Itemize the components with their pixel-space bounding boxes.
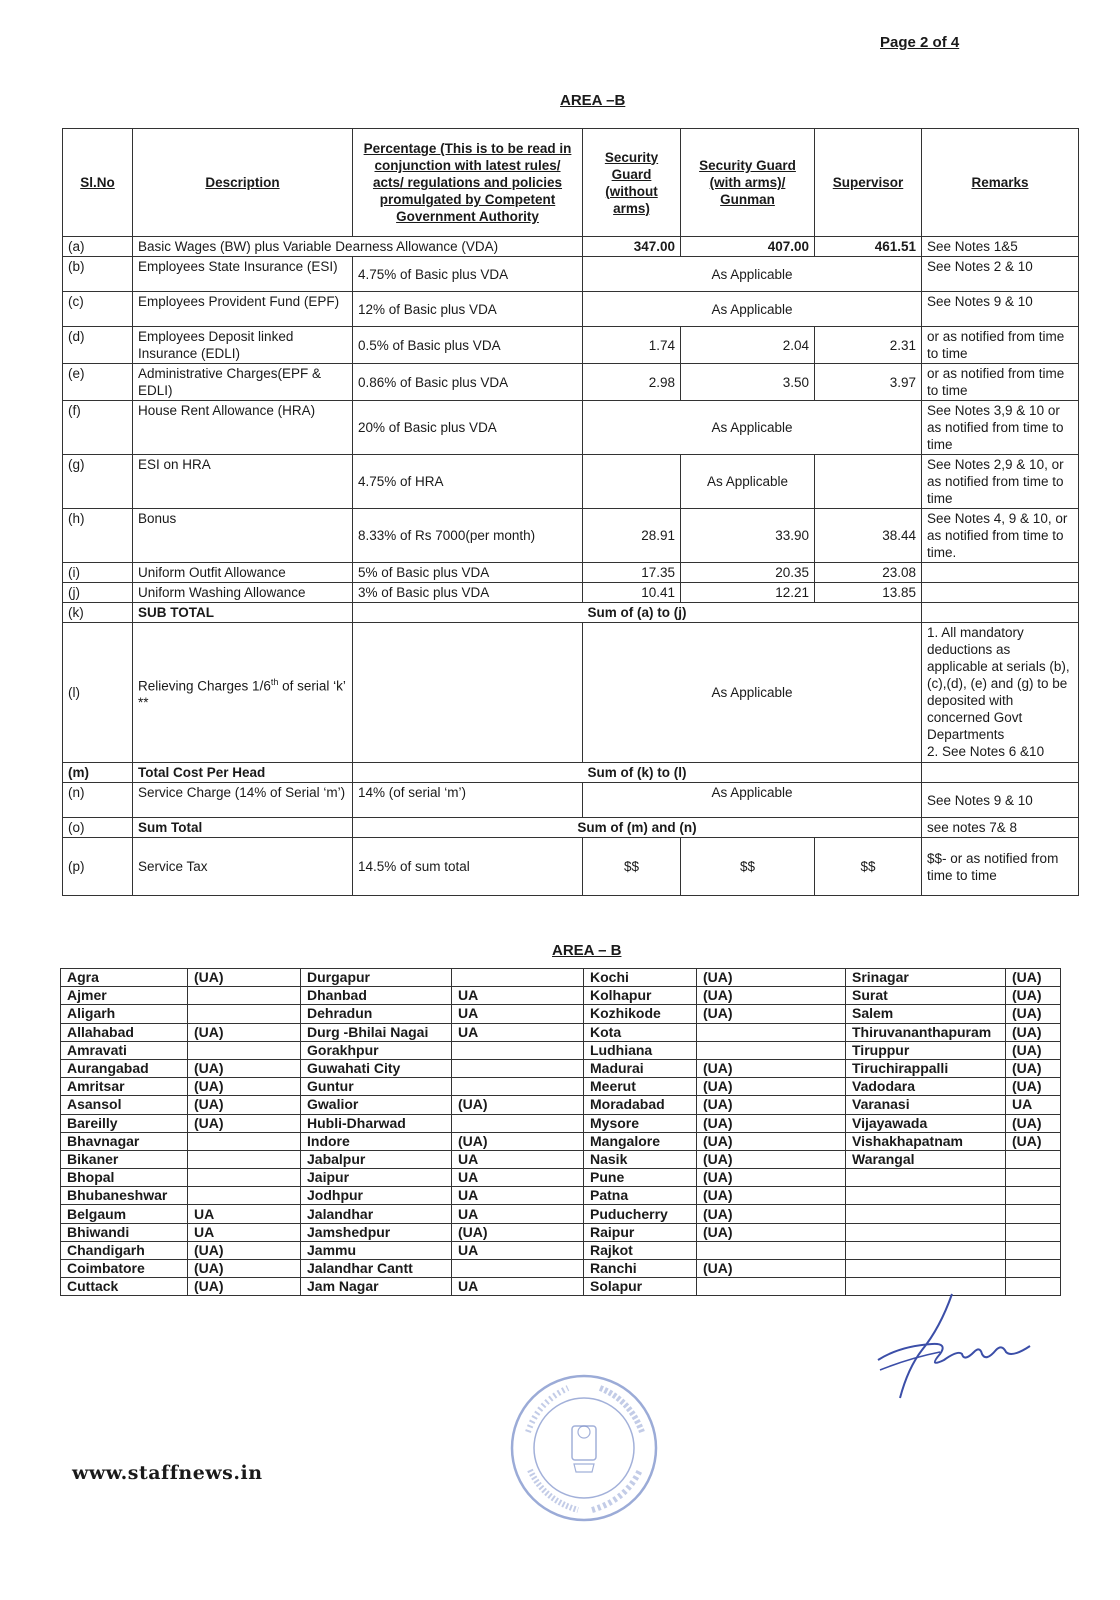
city-name-cell xyxy=(846,1260,1006,1278)
city-name-cell: Ludhiana xyxy=(584,1041,697,1059)
table-row xyxy=(61,1078,1061,1096)
row-desc: Basic Wages (BW) plus Variable Dearness Allowance (VDA) xyxy=(133,237,583,257)
row-sl: (o) xyxy=(63,818,133,838)
row-remarks: See Notes 2,9 & 10, or as notified from time to time xyxy=(922,455,1079,509)
row-remarks: $$- or as notified from time to time xyxy=(922,838,1079,896)
city-name-cell: Solapur xyxy=(584,1278,697,1296)
city-name-cell: Bhubaneshwar xyxy=(61,1187,188,1205)
website-url: www.staffnews.in xyxy=(72,1462,263,1484)
table-row xyxy=(63,401,1079,455)
ua-status-cell: UA xyxy=(1006,1096,1061,1114)
row-remarks: or as notified from time to time xyxy=(922,327,1079,364)
ua-status-cell: (UA) xyxy=(697,1169,846,1187)
ua-status-cell xyxy=(1006,1260,1061,1278)
table-row xyxy=(61,1059,1061,1077)
row-value: 1.74 xyxy=(583,327,681,364)
city-name-cell: Surat xyxy=(846,987,1006,1005)
ua-status-cell: (UA) xyxy=(188,1078,301,1096)
ua-status-cell: UA xyxy=(452,1169,584,1187)
row-value: 20.35 xyxy=(681,563,815,583)
row-percentage: 14% (of serial ‘m’) xyxy=(353,783,583,818)
row-remarks: See Notes 1&5 xyxy=(922,237,1079,257)
city-name-cell: Jammu xyxy=(301,1241,452,1259)
area-title-1: AREA –B xyxy=(560,92,626,109)
header-slno: Sl.No xyxy=(63,129,133,237)
row-span-value: As Applicable xyxy=(583,257,922,292)
city-name-cell: Vadodara xyxy=(846,1078,1006,1096)
table-row xyxy=(63,327,1079,364)
city-name-cell: Chandigarh xyxy=(61,1241,188,1259)
row-desc: House Rent Allowance (HRA) xyxy=(133,401,353,455)
city-name-cell: Bikaner xyxy=(61,1150,188,1168)
city-name-cell: Kozhikode xyxy=(584,1005,697,1023)
table-row xyxy=(61,1132,1061,1150)
table-row xyxy=(61,1187,1061,1205)
city-name-cell: Kota xyxy=(584,1023,697,1041)
city-name-cell: Kochi xyxy=(584,969,697,987)
ua-status-cell: (UA) xyxy=(452,1096,584,1114)
city-name-cell: Belgaum xyxy=(61,1205,188,1223)
ua-status-cell xyxy=(452,1114,584,1132)
city-name-cell: Madurai xyxy=(584,1059,697,1077)
row-desc: Service Tax xyxy=(133,838,353,896)
city-name-cell: Bareilly xyxy=(61,1114,188,1132)
header-guard-arms: Security Guard (with arms)/ Gunman xyxy=(681,129,815,237)
table-row xyxy=(63,237,1079,257)
ua-status-cell xyxy=(697,1023,846,1041)
table-row xyxy=(61,1223,1061,1241)
row-percentage: 3% of Basic plus VDA xyxy=(353,583,583,603)
ua-status-cell xyxy=(188,987,301,1005)
ua-status-cell: UA xyxy=(452,987,584,1005)
table-row xyxy=(63,603,1079,623)
ua-status-cell: (UA) xyxy=(697,1205,846,1223)
city-name-cell: Raipur xyxy=(584,1223,697,1241)
row-percentage: 0.5% of Basic plus VDA xyxy=(353,327,583,364)
city-name-cell: Meerut xyxy=(584,1078,697,1096)
table-row xyxy=(61,1205,1061,1223)
city-name-cell xyxy=(846,1187,1006,1205)
city-name-cell: Agra xyxy=(61,969,188,987)
ua-status-cell: (UA) xyxy=(697,1132,846,1150)
ua-status-cell: (UA) xyxy=(1006,1078,1061,1096)
city-name-cell: Mysore xyxy=(584,1114,697,1132)
row-desc: Uniform Washing Allowance xyxy=(133,583,353,603)
row-value xyxy=(583,455,681,509)
ua-status-cell: (UA) xyxy=(1006,1132,1061,1150)
ua-status-cell xyxy=(188,1041,301,1059)
city-table xyxy=(60,968,1061,1296)
ua-status-cell: (UA) xyxy=(188,1114,301,1132)
city-name-cell: Varanasi xyxy=(846,1096,1006,1114)
table-row xyxy=(63,783,1079,818)
page-number: Page 2 of 4 xyxy=(880,34,960,51)
row-percentage: 8.33% of Rs 7000(per month) xyxy=(353,509,583,563)
ua-status-cell: UA xyxy=(452,1150,584,1168)
ua-status-cell: (UA) xyxy=(188,1059,301,1077)
city-name-cell: Guntur xyxy=(301,1078,452,1096)
row-remarks: see notes 7& 8 xyxy=(922,818,1079,838)
city-name-cell: Vishakhapatnam xyxy=(846,1132,1006,1150)
row-span-value: Sum of (m) and (n) xyxy=(353,818,922,838)
row-sl: (e) xyxy=(63,364,133,401)
ua-status-cell: (UA) xyxy=(697,1059,846,1077)
header-remarks: Remarks xyxy=(922,129,1079,237)
ua-status-cell: (UA) xyxy=(697,969,846,987)
city-name-cell: Amritsar xyxy=(61,1078,188,1096)
handwritten-signature xyxy=(870,1288,1040,1408)
row-sl: (n) xyxy=(63,783,133,818)
ua-status-cell: (UA) xyxy=(697,1150,846,1168)
ua-status-cell xyxy=(697,1278,846,1296)
row-value: 3.50 xyxy=(681,364,815,401)
city-name-cell: Puducherry xyxy=(584,1205,697,1223)
table-row xyxy=(63,583,1079,603)
ua-status-cell xyxy=(452,1078,584,1096)
city-name-cell: Jamshedpur xyxy=(301,1223,452,1241)
table-row xyxy=(61,1023,1061,1041)
row-remarks: or as notified from time to time xyxy=(922,364,1079,401)
ua-status-cell: (UA) xyxy=(1006,987,1061,1005)
ua-status-cell: (UA) xyxy=(697,1078,846,1096)
row-remarks: See Notes 2 & 10 xyxy=(922,257,1079,292)
city-name-cell: Warangal xyxy=(846,1150,1006,1168)
row-percentage xyxy=(353,623,583,763)
city-name-cell: Asansol xyxy=(61,1096,188,1114)
ua-status-cell xyxy=(188,1150,301,1168)
table-row xyxy=(61,1260,1061,1278)
row-value: 2.98 xyxy=(583,364,681,401)
official-seal-stamp xyxy=(508,1372,660,1524)
row-percentage: 5% of Basic plus VDA xyxy=(353,563,583,583)
ua-status-cell xyxy=(188,1132,301,1150)
row-remarks xyxy=(922,603,1079,623)
city-name-cell: Aurangabad xyxy=(61,1059,188,1077)
row-remarks: 1. All mandatory deductions as applicable at serials (b),(c),(d), (e) and (g) to be deposited with concerned Govt Departments 2. See Notes 6 &10 xyxy=(922,623,1079,763)
row-span-value: As Applicable xyxy=(583,623,922,763)
ua-status-cell: UA xyxy=(452,1187,584,1205)
city-name-cell: Mangalore xyxy=(584,1132,697,1150)
row-value: 461.51 xyxy=(815,237,922,257)
row-sl: (d) xyxy=(63,327,133,364)
city-name-cell: Durg -Bhilai Nagai xyxy=(301,1023,452,1041)
row-remarks: See Notes 9 & 10 xyxy=(922,292,1079,327)
city-name-cell xyxy=(846,1223,1006,1241)
ua-status-cell: (UA) xyxy=(697,1114,846,1132)
city-name-cell: Coimbatore xyxy=(61,1260,188,1278)
row-sl: (k) xyxy=(63,603,133,623)
row-sl: (c) xyxy=(63,292,133,327)
city-name-cell: Patna xyxy=(584,1187,697,1205)
table-row xyxy=(61,1096,1061,1114)
ua-status-cell: UA xyxy=(452,1023,584,1041)
ua-status-cell: (UA) xyxy=(697,987,846,1005)
row-value: $$ xyxy=(815,838,922,896)
ua-status-cell xyxy=(452,1260,584,1278)
row-desc: Employees Provident Fund (EPF) xyxy=(133,292,353,327)
ua-status-cell: (UA) xyxy=(452,1132,584,1150)
ua-status-cell: (UA) xyxy=(1006,1005,1061,1023)
ua-status-cell: (UA) xyxy=(697,1187,846,1205)
row-desc: Administrative Charges(EPF & EDLI) xyxy=(133,364,353,401)
row-value: 2.04 xyxy=(681,327,815,364)
city-name-cell: Pune xyxy=(584,1169,697,1187)
ua-status-cell: (UA) xyxy=(1006,1023,1061,1041)
city-name-cell: Bhiwandi xyxy=(61,1223,188,1241)
table-row xyxy=(63,364,1079,401)
table-row xyxy=(63,257,1079,292)
header-percentage: Percentage (This is to be read in conjunction with latest rules/ acts/ regulations and policies promulgated by Competent Government Authority xyxy=(353,129,583,237)
header-supervisor: Supervisor xyxy=(815,129,922,237)
ua-status-cell: (UA) xyxy=(1006,1041,1061,1059)
ua-status-cell: (UA) xyxy=(697,1223,846,1241)
row-sl: (m) xyxy=(63,763,133,783)
wage-table xyxy=(62,128,1079,896)
city-name-cell xyxy=(846,1169,1006,1187)
ua-status-cell xyxy=(1006,1169,1061,1187)
ua-status-cell xyxy=(452,969,584,987)
row-percentage: 4.75% of HRA xyxy=(353,455,583,509)
row-value: 347.00 xyxy=(583,237,681,257)
table-row xyxy=(61,1041,1061,1059)
ua-status-cell xyxy=(1006,1150,1061,1168)
row-desc: SUB TOTAL xyxy=(133,603,353,623)
city-name-cell: Srinagar xyxy=(846,969,1006,987)
city-name-cell: Vijayawada xyxy=(846,1114,1006,1132)
city-name-cell: Rajkot xyxy=(584,1241,697,1259)
city-name-cell: Guwahati City xyxy=(301,1059,452,1077)
ua-status-cell: UA xyxy=(188,1205,301,1223)
row-span-value: Sum of (k) to (l) xyxy=(353,763,922,783)
table-row xyxy=(61,1169,1061,1187)
table-row xyxy=(61,987,1061,1005)
ua-status-cell: (UA) xyxy=(452,1223,584,1241)
city-name-cell xyxy=(846,1241,1006,1259)
city-name-cell: Jaipur xyxy=(301,1169,452,1187)
row-value: 3.97 xyxy=(815,364,922,401)
city-name-cell: Jodhpur xyxy=(301,1187,452,1205)
row-remarks: See Notes 4, 9 & 10, or as notified from time to time. xyxy=(922,509,1079,563)
table-row xyxy=(63,292,1079,327)
row-desc: Bonus xyxy=(133,509,353,563)
ua-status-cell xyxy=(1006,1241,1061,1259)
row-value: 2.31 xyxy=(815,327,922,364)
row-desc: Uniform Outfit Allowance xyxy=(133,563,353,583)
city-name-cell: Ajmer xyxy=(61,987,188,1005)
ua-status-cell: (UA) xyxy=(1006,1114,1061,1132)
row-value: $$ xyxy=(583,838,681,896)
ua-status-cell: (UA) xyxy=(697,1096,846,1114)
table-row xyxy=(61,1241,1061,1259)
row-value: 13.85 xyxy=(815,583,922,603)
row-value: 10.41 xyxy=(583,583,681,603)
row-value: 33.90 xyxy=(681,509,815,563)
row-value: 12.21 xyxy=(681,583,815,603)
city-name-cell: Jalandhar Cantt xyxy=(301,1260,452,1278)
row-sl: (b) xyxy=(63,257,133,292)
city-name-cell: Jabalpur xyxy=(301,1150,452,1168)
row-desc: Relieving Charges 1/6th of serial ‘k’ ** xyxy=(133,623,353,763)
city-name-cell: Amravati xyxy=(61,1041,188,1059)
header-description: Description xyxy=(133,129,353,237)
table-row xyxy=(61,969,1061,987)
city-name-cell: Bhopal xyxy=(61,1169,188,1187)
city-name-cell: Jalandhar xyxy=(301,1205,452,1223)
row-remarks xyxy=(922,583,1079,603)
city-name-cell: Nasik xyxy=(584,1150,697,1168)
row-value: $$ xyxy=(681,838,815,896)
ua-status-cell: (UA) xyxy=(188,1023,301,1041)
ua-status-cell: UA xyxy=(452,1005,584,1023)
row-value: 17.35 xyxy=(583,563,681,583)
city-name-cell: Hubli-Dharwad xyxy=(301,1114,452,1132)
row-value: 28.91 xyxy=(583,509,681,563)
ua-status-cell: UA xyxy=(452,1241,584,1259)
city-name-cell: Bhavnagar xyxy=(61,1132,188,1150)
ua-status-cell xyxy=(188,1169,301,1187)
row-remarks: See Notes 3,9 & 10 or as notified from time to time xyxy=(922,401,1079,455)
table-row xyxy=(61,1005,1061,1023)
city-name-cell: Aligarh xyxy=(61,1005,188,1023)
row-desc: Total Cost Per Head xyxy=(133,763,353,783)
row-percentage: 12% of Basic plus VDA xyxy=(353,292,583,327)
city-name-cell: Allahabad xyxy=(61,1023,188,1041)
city-name-cell xyxy=(846,1205,1006,1223)
city-name-cell: Gwalior xyxy=(301,1096,452,1114)
table-row xyxy=(63,838,1079,896)
city-name-cell: Dehradun xyxy=(301,1005,452,1023)
table-row xyxy=(63,509,1079,563)
row-sl: (h) xyxy=(63,509,133,563)
row-span-value: As Applicable xyxy=(583,292,922,327)
row-sl: (g) xyxy=(63,455,133,509)
city-name-cell: Durgapur xyxy=(301,969,452,987)
row-sl: (j) xyxy=(63,583,133,603)
ua-status-cell: (UA) xyxy=(1006,969,1061,987)
table-row xyxy=(61,1114,1061,1132)
city-name-cell: Indore xyxy=(301,1132,452,1150)
city-name-cell: Tiruchirappalli xyxy=(846,1059,1006,1077)
row-value: 23.08 xyxy=(815,563,922,583)
row-value xyxy=(815,455,922,509)
city-name-cell: Moradabad xyxy=(584,1096,697,1114)
ua-status-cell: (UA) xyxy=(188,1096,301,1114)
ua-status-cell xyxy=(1006,1205,1061,1223)
city-name-cell: Salem xyxy=(846,1005,1006,1023)
city-name-cell: Gorakhpur xyxy=(301,1041,452,1059)
row-desc: Employees Deposit linked Insurance (EDLI) xyxy=(133,327,353,364)
row-remarks: See Notes 9 & 10 xyxy=(922,783,1079,818)
ua-status-cell: UA xyxy=(452,1278,584,1296)
table-row xyxy=(63,623,1079,763)
ua-status-cell xyxy=(1006,1223,1061,1241)
row-desc: ESI on HRA xyxy=(133,455,353,509)
ua-status-cell xyxy=(697,1041,846,1059)
row-value: 407.00 xyxy=(681,237,815,257)
area-title-2: AREA – B xyxy=(552,942,622,959)
ua-status-cell: (UA) xyxy=(697,1005,846,1023)
row-value: 38.44 xyxy=(815,509,922,563)
city-name-cell: Cuttack xyxy=(61,1278,188,1296)
city-name-cell: Thiruvananthapuram xyxy=(846,1023,1006,1041)
ua-status-cell xyxy=(452,1041,584,1059)
row-percentage: 4.75% of Basic plus VDA xyxy=(353,257,583,292)
row-desc: Service Charge (14% of Serial ‘m’) xyxy=(133,783,353,818)
city-name-cell: Ranchi xyxy=(584,1260,697,1278)
row-percentage: 20% of Basic plus VDA xyxy=(353,401,583,455)
row-sl: (f) xyxy=(63,401,133,455)
table-row xyxy=(63,455,1079,509)
row-remarks xyxy=(922,563,1079,583)
row-span-value: As Applicable xyxy=(583,401,922,455)
row-value: As Applicable xyxy=(681,455,815,509)
row-desc: Employees State Insurance (ESI) xyxy=(133,257,353,292)
ua-status-cell: (UA) xyxy=(188,1260,301,1278)
table-row xyxy=(61,1150,1061,1168)
ua-status-cell: (UA) xyxy=(188,969,301,987)
row-percentage: 0.86% of Basic plus VDA xyxy=(353,364,583,401)
row-span-value: As Applicable xyxy=(583,783,922,818)
ua-status-cell: UA xyxy=(188,1223,301,1241)
ua-status-cell xyxy=(188,1005,301,1023)
ua-status-cell: (UA) xyxy=(188,1278,301,1296)
ua-status-cell: (UA) xyxy=(1006,1059,1061,1077)
city-name-cell: Tiruppur xyxy=(846,1041,1006,1059)
row-sl: (a) xyxy=(63,237,133,257)
table-row xyxy=(63,818,1079,838)
table-row xyxy=(63,563,1079,583)
row-sl: (p) xyxy=(63,838,133,896)
ua-status-cell xyxy=(1006,1187,1061,1205)
row-sl: (i) xyxy=(63,563,133,583)
row-span-value: Sum of (a) to (j) xyxy=(353,603,922,623)
table-row xyxy=(63,763,1079,783)
ua-status-cell xyxy=(697,1241,846,1259)
row-sl: (l) xyxy=(63,623,133,763)
city-name-cell: Kolhapur xyxy=(584,987,697,1005)
ua-status-cell: UA xyxy=(452,1205,584,1223)
row-remarks xyxy=(922,763,1079,783)
header-guard-no-arms: Security Guard (without arms) xyxy=(583,129,681,237)
city-name-cell: Jam Nagar xyxy=(301,1278,452,1296)
ua-status-cell xyxy=(188,1187,301,1205)
ua-status-cell xyxy=(452,1059,584,1077)
row-percentage: 14.5% of sum total xyxy=(353,838,583,896)
row-desc: Sum Total xyxy=(133,818,353,838)
ua-status-cell: (UA) xyxy=(188,1241,301,1259)
city-name-cell: Dhanbad xyxy=(301,987,452,1005)
ua-status-cell: (UA) xyxy=(697,1260,846,1278)
